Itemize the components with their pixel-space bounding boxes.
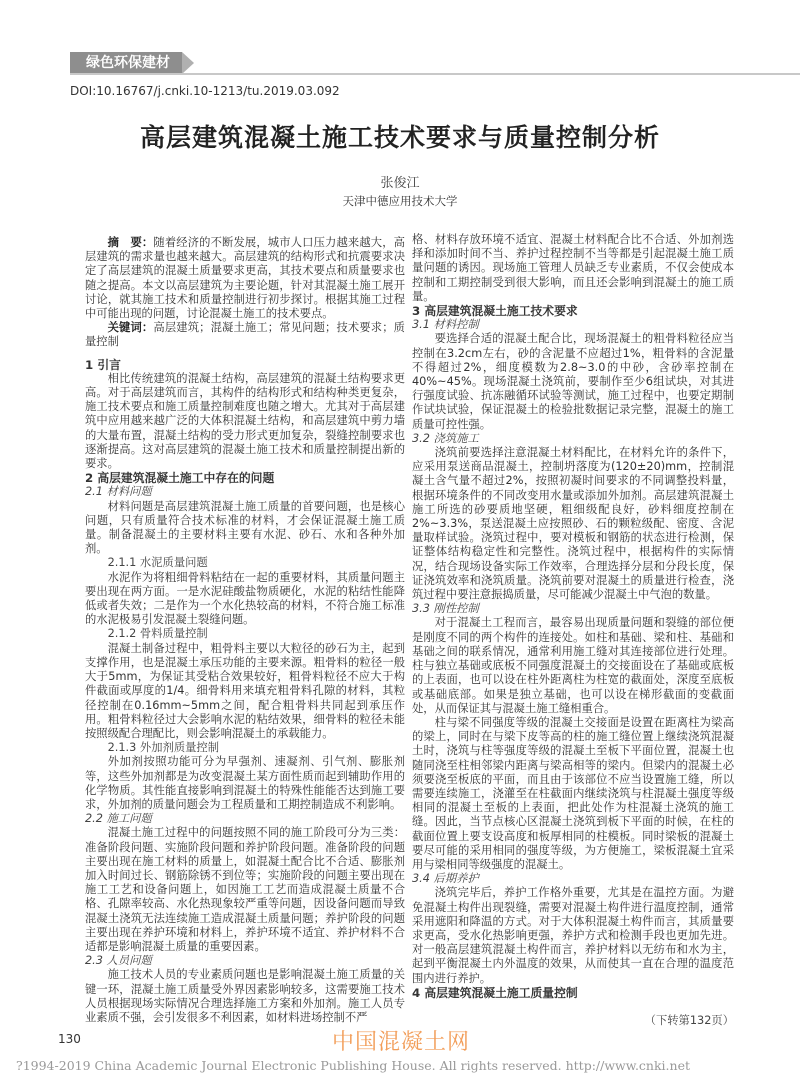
heading-4: 4 高层建筑混凝土施工质量控制: [412, 985, 578, 1000]
paragraph: 相比传统建筑的混凝土结构，高层建筑的混凝土结构要求更高。对于高层建筑而言，其构件的结构形式和结构种类更复杂，施工技术要点和施工质量控制难度也随之增大。尤其对于高层建筑中应用越来越广泛的大体积混凝土结构，和高层建筑中剪力墙的大量布置，混凝土结构的受力形式更加复杂，裂缝控制要求也逐渐提高。这对高层建筑的混凝土施工技术和质量控制提出新的要求。: [85, 371, 405, 471]
header-rule: [70, 73, 800, 75]
heading-1: 1 引言: [85, 357, 121, 372]
paragraph: 材料问题是高层建筑混凝土施工质量的首要问题，也是核心问题，只有质量符合技术标准的材料，才会保证混凝土施工质量。制备混凝土的主要材料主要有水泥、砂石、水和各种外加剂。: [85, 499, 405, 556]
abstract-text: 随着经济的不断发展，城市人口压力越来越大，高层建筑的需求量也越来越大。高层建筑的结构形式和抗震要求决定了高层建筑的混凝土质量要求更高，其技术要点和质量要求也随之提高。本文以高层建筑为主要论题，针对其混凝土施工展开讨论，就其施工技术和质量控制进行初步探讨。根据其施工过程中可能出现的问题，讨论混凝土施工的技术要点。: [85, 236, 405, 321]
heading-3: 3 高层建筑混凝土施工技术要求: [412, 304, 578, 319]
paragraph: 格、材料存放环境不适宜、混凝土材料配合比不合适、外加剂选择和添加时间不当、养护过程控制不当等都是引起混凝土施工质量问题的诱因。现场施工管理人员缺乏专业素质，不仅会使成本控制和工期控制受到很大影响，而且还会影响到混凝土的施工质量。: [412, 233, 734, 303]
heading-3-1: 3.1 材料控制: [412, 318, 479, 332]
heading-2: 2 高层建筑混凝土施工中存在的问题: [85, 471, 275, 486]
paragraph: 浇筑完毕后，养护工作格外重要，尤其是在温控方面。为避免混凝土构件出现裂缝，需要对混凝土构件进行温度控制，通常采用遮阳和降温的方式。对于大体积混凝土构件而言，其质量要求更高，受水化热影响更强，养护方式和检测手段也更加先进。对一般高层建筑混凝土构件而言，养护材料以无纺布和水为主，起到平衡混凝土内外温度的效果，从而使其一直在合理的温度范围内进行养护。: [412, 886, 734, 985]
heading-2-1-2: 2.1.2 骨料质量控制: [107, 627, 208, 641]
abstract: [85, 236, 405, 321]
paragraph: 混凝土制备过程中，粗骨料主要以大粒径的砂石为主，起到支撑作用，也是混凝土承压功能的主要来源。粗骨料的粒径一般大于5mm，为保证其受粘合效果较好，粗骨料粒径不应大于构件截面或厚度的1/4。细骨料用来填充粗骨料孔隙的材料，其粒径控制在0.16mm~5mm之间，配合粗骨料共同起到承压作用。粗骨料粒径过大会影响水泥的粘结效果，细骨料的粒径未能按照级配合理配比，则会影响混凝土的承载能力。: [85, 641, 405, 740]
doi: DOI:10.16767/j.cnki.10-1213/tu.2019.03.092: [70, 84, 340, 98]
paragraph: 对于混凝土工程而言，最容易出现质量问题和裂缝的部位便是刚度不同的两个构件的连接处。如柱和基础、梁和柱、基础和基础之间的联系情况，通常利用施工缝对其连接部位进行处理。柱与独立基础或底板不同强度混凝土的交接面设在了基础或底板的上表面，也可以设在柱外距离柱为柱宽的截面处，深度至底板或基础底部。如果是独立基础，也可以设在梯形截面的变截面处，从而保证其与混凝土施工缝相重合。: [412, 616, 734, 715]
heading-3-2: 3.2 浇筑施工: [412, 431, 479, 445]
heading-2-1-1: 2.1.1 水泥质量问题: [107, 556, 208, 570]
paragraph: 施工技术人员的专业素质问题也是影响混凝土施工质量的关键一环，混凝土施工质量受外界因素影响较多，这需要施工技术人员根据现场实际情况合理选择施工方案和外加剂。施工人员专业素质不强，会引发很多不利因素，如材料进场控制不严: [85, 968, 405, 1024]
heading-2-1: 2.1 材料问题: [85, 485, 152, 499]
paragraph: 浇筑前要选择注意混凝土材料配比，在材料允许的条件下，应采用泵送商品混凝土，控制坍落度为(120±20)mm，控制混凝土含气量不超过2%，按照初凝时间要求的不同调整投料量，根据环境条件的不同改变用水量或添加外加剂。高层建筑混凝土施工所选的砂要质地坚硬，粗细级配良好，砂料细度控制在2%~3.3%，泵送混凝土应按照砂、石的颗粒级配、密度、含泥量取样试验。浇筑过程中，要对模板和钢筋的状态进行检测，保证整体结构稳定性和完整性。浇筑过程中，根据构件的实际情况，结合现场设备实际工作效率，合理选择分层和分段长度，保证浇筑效率和浇筑质量。浇筑前要对混凝土的质量进行检查，浇筑过程中要注意振捣质量，尽可能减少混凝土中气泡的数量。: [412, 446, 734, 602]
keywords: [85, 321, 405, 349]
affiliation: 天津中德应用技术大学: [342, 194, 458, 208]
paragraph: 要选择合适的混凝土配合比，现场混凝土的粗骨料粒径应当控制在3.2cm左右，砂的含泥量不应超过1%，粗骨料的含泥量不得超过2%，细度模数为2.8~3.0的中砂，含砂率控制在40%~45%。现场混凝土浇筑前，要制作至少6组试块，对其进行强度试验、抗冻融循环试验等测试，施工过程中，也要定期制作试块试验，保证混凝土的检验批数据记录完整，混凝土的施工质量可控性强。: [412, 332, 734, 431]
watermark: 中国混凝土网: [332, 1030, 471, 1055]
continued-note: （下转第132页）: [644, 1013, 734, 1027]
heading-2-2: 2.2 施工问题: [85, 812, 152, 826]
section-tag: 绿色环保建材: [70, 52, 182, 74]
paragraph: 外加剂按照功能可分为早强剂、速凝剂、引气剂、膨胀剂等，这些外加剂都是为改变混凝土某方面性质而起到辅助作用的化学物质。其性能直接影响到混凝土的特殊性能能否达到施工要求，外加剂的质量问题会为工程质量和工期控制造成不利影响。: [85, 755, 405, 811]
paragraph: 混凝土施工过程中的问题按照不同的施工阶段可分为三类：准备阶段问题、实施阶段问题和养护阶段问题。准备阶段的问题主要出现在施工材料的质量上，如混凝土配合比不合适、膨胀剂加入时间过长、钢筋除锈不到位等；实施阶段的问题主要出现在施工工艺和设备问题上，如因施工工艺而造成混凝土质量不合格、孔隙率较高、水化热现象较严重等问题，因设备问题而导致混凝土浇筑无法连续施工造成混凝土质量问题；养护阶段的问题主要出现在养护环境和材料上，养护环境不适宜、养护材料不合适都是影响混凝土质量的重要因素。: [85, 826, 405, 953]
section-tag-arrow-icon: [182, 52, 194, 74]
author: 张俊江: [380, 176, 420, 191]
heading-3-3: 3.3 刚性控制: [412, 602, 479, 616]
heading-3-4: 3.4 后期养护: [412, 872, 479, 886]
paragraph: 水泥作为将粗细骨料粘结在一起的重要材料，其质量问题主要出现在两方面。一是水泥硅酸盐物质硬化，水泥的粘结性能降低或者失效；二是作为一个水化热较高的材料，不符合施工标准的水泥极易引发混凝土裂缝问题。: [85, 570, 405, 627]
article-title: 高层建筑混凝土施工技术要求与质量控制分析: [139, 123, 660, 152]
paragraph: 柱与梁不同强度等级的混凝土交接面是设置在距离柱为梁高的梁上，同时在与梁下皮等高的柱的施工缝位置上继续浇筑混凝土时，浇筑与柱等强度等级的混凝土至板下平面位置，混凝土也随同浇至柱相邻梁内距离与梁高相等的梁内。但梁内的混凝土必须要浇至板底的平面，而且由于该部位不应当设置施工缝，所以需要连续施工，浇灌至在柱截面内继续浇筑与柱混凝土强度等级相同的混凝土至板的上表面，把此处作为柱混凝土浇筑的施工缝。因此，当节点核心区混凝土浇筑到板下平面的时候，在柱的截面位置上要支设高度和板厚相同的柱模板。同时梁板的混凝土要尽可能的采用相同的强度等级，为方便施工，梁板混凝土宜采用与梁相同等级强度的混凝土。: [412, 715, 734, 871]
abstract-label: 摘 要：: [107, 236, 154, 249]
left-column: [85, 236, 405, 1025]
copyright-footer: ?1994-2019 China Academic Journal Electronic Publishing House. All rights reserved. http://www.cnki.net: [16, 1058, 690, 1073]
keywords-text: 高层建筑；混凝土施工；常见问题；技术要求；质量控制: [85, 321, 405, 349]
right-column: [412, 233, 734, 1028]
heading-2-3: 2.3 人员问题: [85, 954, 152, 968]
keywords-label: 关键词：: [107, 321, 154, 335]
heading-2-1-3: 2.1.3 外加剂质量控制: [107, 741, 220, 755]
page-number: 130: [58, 1032, 81, 1046]
